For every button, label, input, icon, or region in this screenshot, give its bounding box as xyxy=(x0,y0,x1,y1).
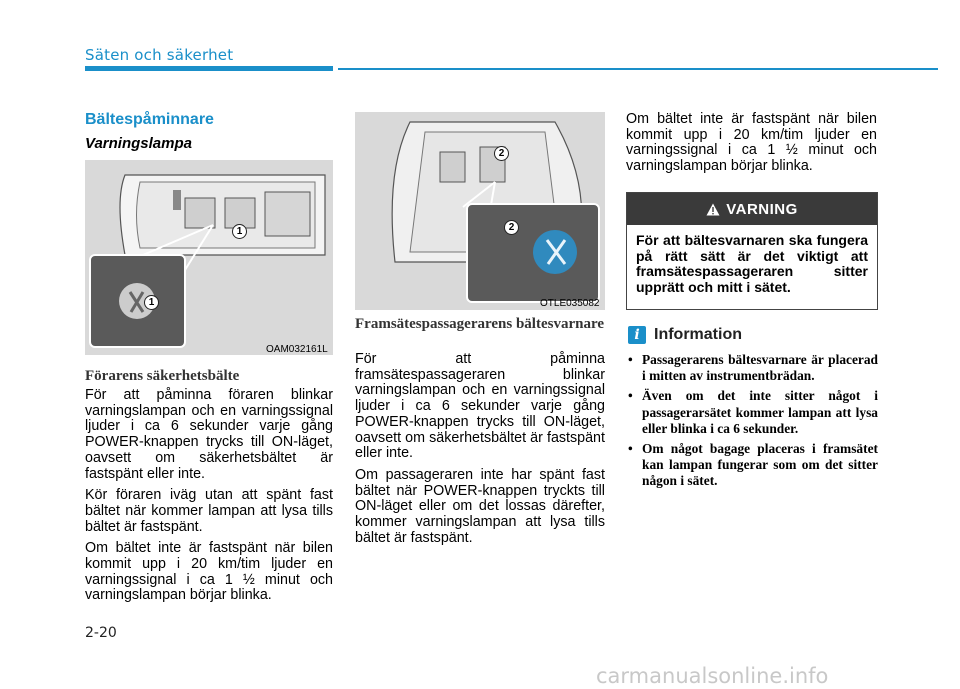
information-item-3: • Om något bagage placeras i framsätet kan lampan fungerar som om det sitter någon i sätet. xyxy=(628,441,878,490)
warning-triangle-icon xyxy=(706,203,720,216)
col2-paragraph-2: Om passageraren inte har spänt fast bältet när POWER-knappen tryckts till ON-läget eller om det lossas därefter, kommer varningslampan att lysa tills bältet är fastspänt. xyxy=(355,466,605,546)
information-list xyxy=(628,352,878,494)
watermark: carmanualsonline.info xyxy=(596,664,829,688)
warning-text: För att bältesvarnaren ska fungera på rätt sätt är det viktigt att framsätespassageraren sitter upprätt och mitt i sätet. xyxy=(636,232,868,295)
figure-badge-2: 2 xyxy=(494,146,509,161)
figure-code-2: OTLE035082 xyxy=(540,298,600,309)
information-item-2: • Även om det inte sitter något i passagerarsätet kommer lampan att lysa eller blinka i ca 6 sekunder. xyxy=(628,388,878,437)
information-icon: i xyxy=(628,326,646,344)
warning-title: VARNING xyxy=(726,200,798,218)
subheading-warning-lamp: Varningslampa xyxy=(85,135,192,152)
col3-body xyxy=(626,112,877,181)
header-rule-thin xyxy=(338,68,938,70)
col1-body xyxy=(85,388,333,610)
col2-body xyxy=(355,352,605,552)
col2-paragraph-1: För att påminna framsätespassageraren blinkar varningslampan och en varningssignal ljuder i ca 6 sekunder varje gång POWER-knappen trycks till ON-läget, oavsett om säkerhetsbältet är fastspänt eller inte. xyxy=(355,351,605,462)
information-title: Information xyxy=(654,326,742,343)
figure-code-1: OAM032161L xyxy=(266,344,328,355)
figure-lamp-badge-1: 1 xyxy=(144,295,159,310)
information-header xyxy=(628,326,742,344)
col3-paragraph-1: Om bältet inte är fastspänt när bilen kommit upp i 20 km/tim ljuder en varningssignal i ca 1 ½ minut och varningslampan börjar blinka. xyxy=(626,111,877,175)
warning-header xyxy=(627,193,877,225)
car-topview-illustration xyxy=(85,160,333,355)
car-interior-illustration xyxy=(355,112,605,310)
figure-driver-seatbelt xyxy=(85,160,333,355)
warning-box xyxy=(626,192,878,310)
information-item-1: • Passagerarens bältesvarnare är placerad i mitten av instrumentbrädan. xyxy=(628,352,878,384)
section-title-passenger-belt: Framsätespassagerarens bältesvarnare xyxy=(355,316,604,332)
page-number: 2-20 xyxy=(85,625,117,641)
section-title-driver-belt: Förarens säkerhetsbälte xyxy=(85,368,240,384)
col1-paragraph-3: Om bältet inte är fastspänt när bilen kommit upp i 20 km/tim ljuder en varningssignal i ca 1 ½ minut och varningslampan börjar blinka. xyxy=(85,540,333,604)
figure-passenger-seatbelt xyxy=(355,112,605,310)
col1-paragraph-1: För att påminna föraren blinkar varningslampan och en varningssignal ljuder i ca 6 sekunder varje gång POWER-knappen trycks till ON-läget, oavsett om säkerhetsbältet är fastspänt eller inte. xyxy=(85,387,333,482)
figure-badge-1: 1 xyxy=(232,224,247,239)
col1-paragraph-2: Kör föraren iväg utan att spänt fast bältet när kommer lampan att lysa tills bältet är fastspänt. xyxy=(85,487,333,535)
section-header-title: Säten och säkerhet xyxy=(85,46,234,64)
header-rule-thick xyxy=(85,66,333,71)
heading-seatbelt-reminder: Bältespåminnare xyxy=(85,111,214,128)
figure-lamp-badge-2: 2 xyxy=(504,220,519,235)
